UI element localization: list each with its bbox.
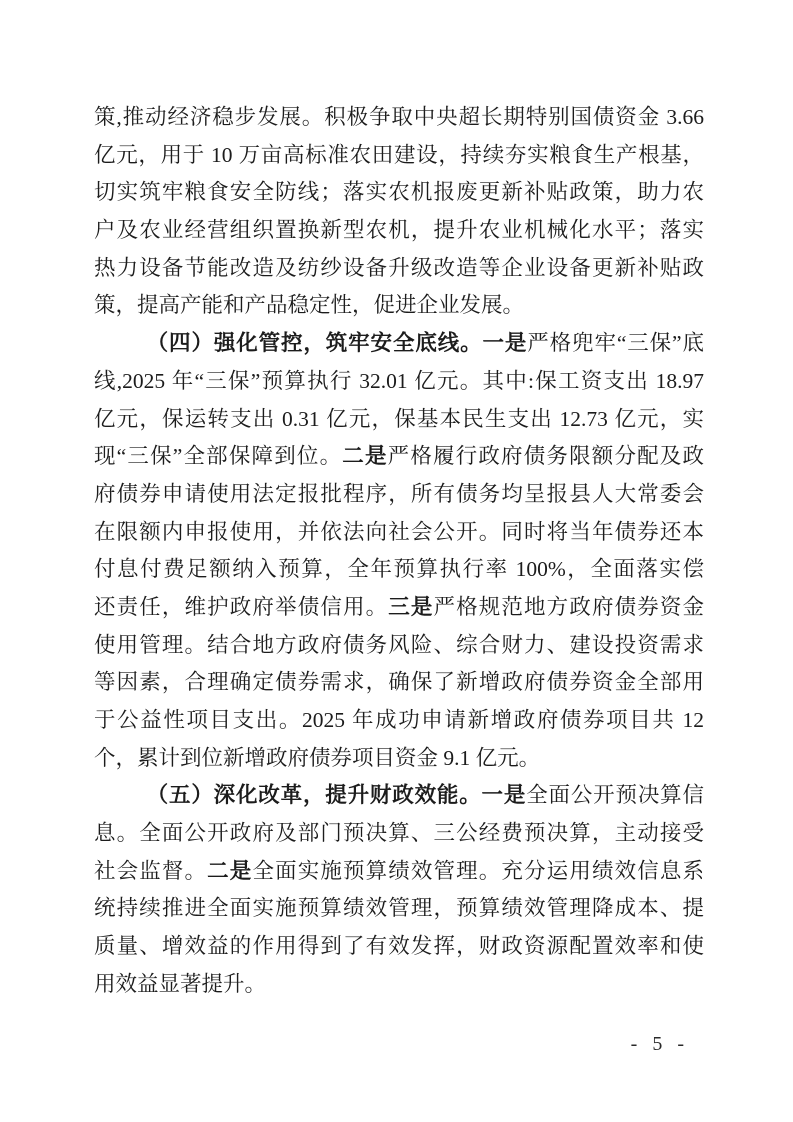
body-text: 使用管理。结合地方政府债务风险、综合财力、建设投资需求 [94, 632, 704, 657]
para-section-5-reform-efficiency [94, 777, 704, 1003]
body-text: 全面实施预算绩效管理。充分运用绩效信息系 [252, 858, 704, 883]
body-text: 全面公开预决算信 [526, 783, 704, 808]
text-line [94, 401, 704, 439]
text-line [94, 438, 704, 476]
emphasis-text: 三是 [388, 594, 434, 619]
document-body-text [94, 99, 704, 1004]
text-line [94, 740, 704, 778]
text-line [94, 627, 704, 665]
body-text: 户及农业经营组织置换新型农机，提升农业机械化水平；落实 [94, 218, 704, 243]
emphasis-text: 二是 [207, 858, 253, 883]
body-text: 线,2025 年“三保”预算执行 32.01 亿元。其中:保工资支出 18.97 [94, 368, 704, 393]
text-line [94, 363, 704, 401]
body-text: 府债券申请使用法定报批程序，所有债务均呈报县人大常委会 [94, 481, 704, 506]
body-text: 策,推动经济稳步发展。积极争取中央超长期特别国债资金 3.66 [94, 105, 704, 129]
text-line [94, 250, 704, 288]
body-text: 还责任，维护政府举债信用。 [94, 594, 389, 619]
body-text: 付息付费足额纳入预算，全年预算执行率 100%，全面落实偿 [94, 557, 704, 582]
body-text: 个，累计到位新增政府债券项目资金 9.1 亿元。 [94, 745, 541, 770]
text-line [94, 664, 704, 702]
emphasis-text: （五）深化改革，提升财政效能。一是 [146, 783, 527, 808]
body-text: 用效益显著提升。 [94, 971, 267, 996]
text-line [94, 702, 704, 740]
body-text: 热力设备节能改造及纺纱设备升级改造等企业设备更新补贴政 [94, 255, 704, 280]
para-section-4-risk-control [94, 325, 704, 777]
body-text: 等因素，合理确定债券需求，确保了新增政府债券资金全部用 [94, 670, 704, 695]
body-text: 严格规范地方政府债券资金 [433, 594, 704, 619]
body-text: 严格履行政府债务限额分配及政 [387, 444, 704, 469]
body-text: 息。全面公开政府及部门预决算、三公经费预决算，主动接受 [94, 821, 704, 846]
text-line [94, 325, 704, 363]
body-text: 现“三保”全部保障到位。 [94, 444, 343, 469]
text-line [94, 287, 704, 325]
para-continuation-industry-support [94, 99, 704, 325]
text-line [94, 99, 704, 137]
emphasis-text: 二是 [342, 444, 388, 469]
body-text: 严格兜牢“三保”底 [527, 331, 704, 356]
body-text: 质量、增效益的作用得到了有效发挥，财政资源配置效率和使 [94, 934, 704, 959]
body-text: 在限额内申报使用，并依法向社会公开。同时将当年债券还本 [94, 519, 704, 544]
text-line [94, 853, 704, 891]
text-line [94, 174, 704, 212]
text-line [94, 928, 704, 966]
text-line [94, 815, 704, 853]
body-text: 亿元，用于 10 万亩高标准农田建设，持续夯实粮食生产根基， [94, 142, 704, 167]
body-text: 切实筑牢粮食安全防线；落实农机报废更新补贴政策，助力农 [94, 180, 704, 205]
body-text: 亿元，保运转支出 0.31 亿元，保基本民生支出 12.73 亿元，实 [94, 406, 704, 431]
text-line [94, 777, 704, 815]
text-line [94, 137, 704, 175]
body-text: 社会监督。 [94, 858, 208, 883]
page-number: - 5 - [630, 1033, 689, 1055]
text-line [94, 966, 704, 1004]
text-line [94, 589, 704, 627]
text-line [94, 551, 704, 589]
text-line [94, 212, 704, 250]
text-line [94, 476, 704, 514]
body-text: 策，提高产能和产品稳定性，促进企业发展。 [94, 293, 525, 318]
text-line [94, 890, 704, 928]
text-line [94, 514, 704, 552]
body-text: 于公益性项目支出。2025 年成功申请新增政府债券项目共 12 [94, 708, 704, 732]
emphasis-text: （四）强化管控，筑牢安全底线。一是 [146, 331, 528, 356]
body-text: 统持续推进全面实施预算绩效管理，预算绩效管理降成本、提 [94, 896, 704, 921]
